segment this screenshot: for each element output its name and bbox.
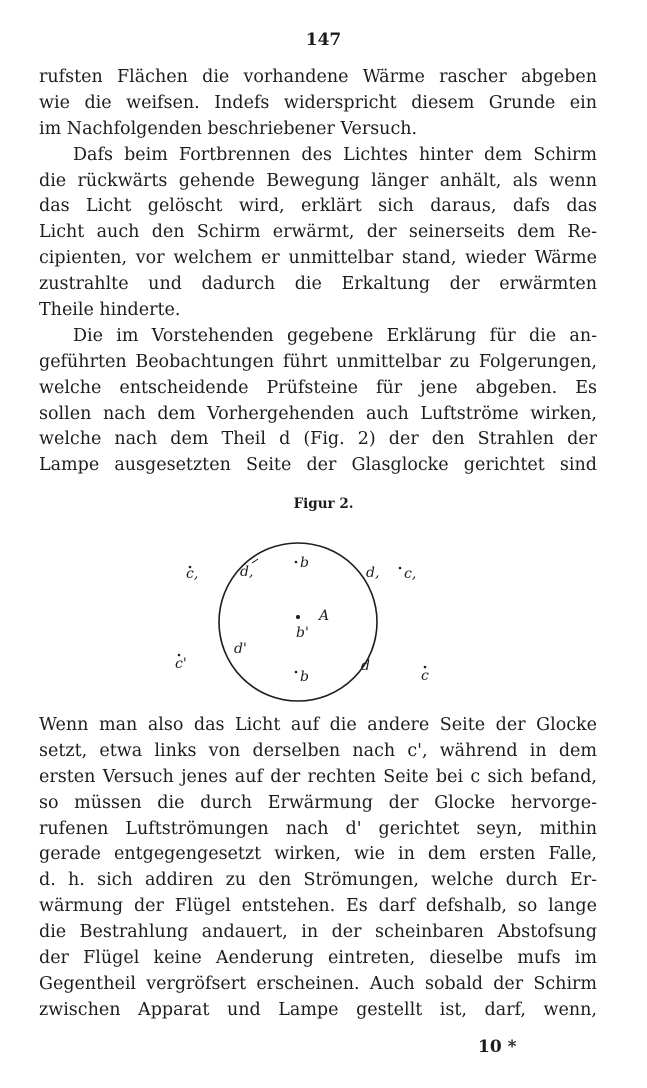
text-line: wärmung der Flügel entstehen. Es darf defshalb, so lange xyxy=(39,896,597,917)
point-center xyxy=(296,615,300,619)
text-line: welche nach dem Theil d (Fig. 2) der den Strahlen der xyxy=(39,429,597,450)
text-line: geführten Beobachtungen führt unmittelbar zu Folgerungen, xyxy=(39,351,597,372)
text-line: so müssen die durch Erwärmung der Glocke hervorge- xyxy=(39,792,597,813)
label-b-bottom: b xyxy=(300,669,309,685)
paragraph-block-2 xyxy=(39,713,597,1024)
text-line: zwischen Apparat und Lampe gestellt ist, darf, wenn, xyxy=(39,999,597,1020)
text-line: sollen nach dem Vorhergehenden auch Luftströme wirken, xyxy=(39,403,597,424)
text-line: Lampe ausgesetzten Seite der Glasglocke gerichtet sind xyxy=(39,455,597,476)
label-b-top: b xyxy=(300,555,309,571)
label-c: c xyxy=(421,668,429,684)
text-line: Die im Vorstehenden gegebene Erklärung für die an- xyxy=(73,325,597,346)
text-line: Dafs beim Fortbrennen des Lichtes hinter dem Schirm xyxy=(73,144,597,165)
text-line: im Nachfolgenden beschriebener Versuch. xyxy=(39,118,418,139)
text-line: Theile hinderte. xyxy=(39,300,181,321)
text-line: ersten Versuch jenes auf der rechten Seite bei c sich befand, xyxy=(39,766,597,787)
text-line: Gegentheil vergröfsert erscheinen. Auch sobald der Schirm xyxy=(39,973,597,994)
label-d1-left: d, xyxy=(240,564,254,580)
text-line: die Bestrahlung andauert, in der scheinbaren Abstofsung xyxy=(39,922,597,943)
text-line: welche entscheidende Prüfsteine für jene abgeben. Es xyxy=(39,377,597,398)
text-line: wie die weifsen. Indefs widerspricht diesem Grunde ein xyxy=(39,92,597,113)
text-line: rufsten Flächen die vorhandene Wärme rascher abgeben xyxy=(39,67,597,87)
text-line: d. h. sich addiren zu den Strömungen, welche durch Er- xyxy=(39,870,597,891)
page-number: 147 xyxy=(305,30,342,50)
text-line: die rückwärts gehende Bewegung länger anhält, als wenn xyxy=(39,170,597,191)
text-line: Licht auch den Schirm erwärmt, der seinerseits dem Re- xyxy=(39,222,597,243)
signature-mark: 10 * xyxy=(478,1037,517,1057)
label-d-prime: d' xyxy=(234,641,247,657)
point-c1-right xyxy=(399,567,402,570)
figure-caption: Figur 2. xyxy=(293,496,354,512)
label-c-prime: c' xyxy=(175,656,187,672)
label-d1-right: d, xyxy=(366,565,380,581)
text-line: rufenen Luftströmungen nach d' gerichtet seyn, mithin xyxy=(39,818,597,839)
text-line: das Licht gelöscht wird, erklärt sich daraus, dafs das xyxy=(39,196,597,217)
label-A: A xyxy=(319,608,330,624)
text-line: setzt, etwa links von derselben nach c', während in dem xyxy=(39,740,597,761)
text-line: der Flügel keine Aenderung eintreten, dieselbe mufs im xyxy=(39,948,597,969)
label-b-prime: b' xyxy=(296,625,309,641)
tick-d1-left xyxy=(252,559,258,563)
label-c1-left: c, xyxy=(186,566,199,582)
text-line: cipienten, vor welchem er unmittelbar stand, wieder Wärme xyxy=(39,248,597,269)
text-line: zustrahlte und dadurch die Erkaltung der erwärmten xyxy=(39,274,597,295)
label-c1-right: c, xyxy=(404,566,417,582)
text-line: Wenn man also das Licht auf die andere Seite der Glocke xyxy=(39,715,597,735)
point-b-top xyxy=(295,561,298,564)
point-b-bottom xyxy=(295,671,298,674)
text-line: gerade entgegengesetzt wirken, wie in dem ersten Falle, xyxy=(39,844,597,865)
label-d: d xyxy=(361,658,370,674)
